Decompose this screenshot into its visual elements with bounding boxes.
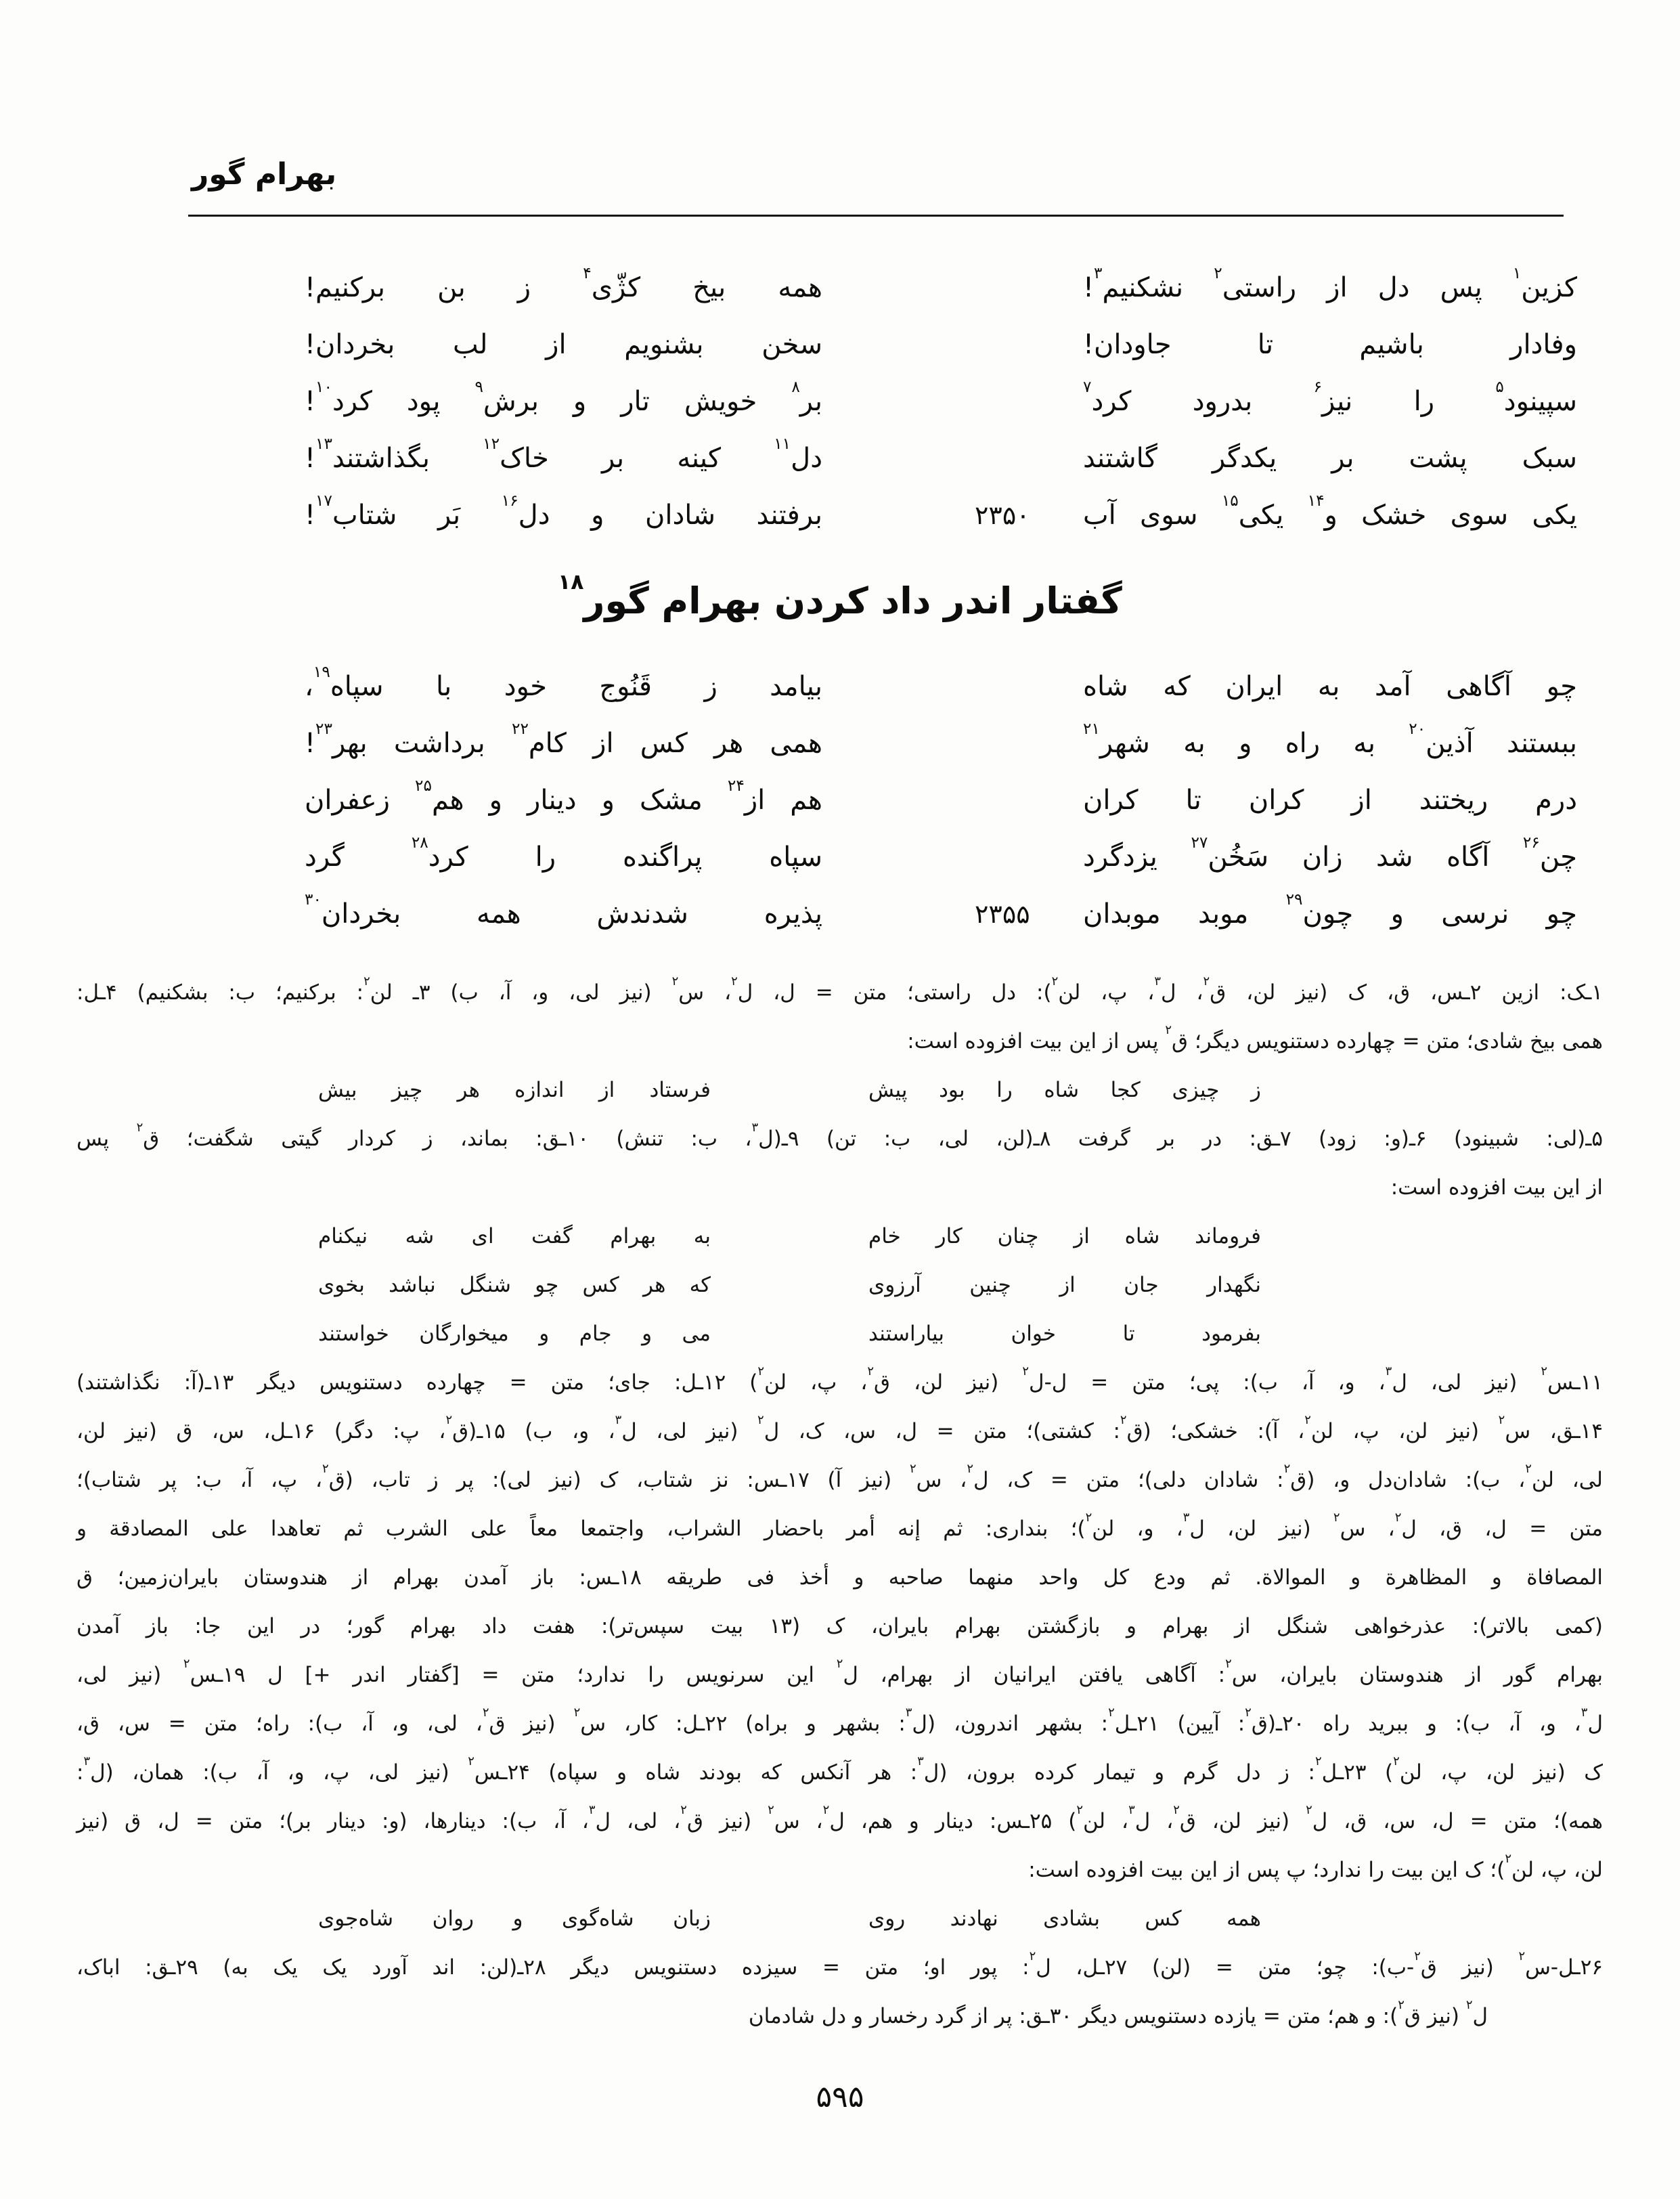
hemistich-right: ببستند آذین$^{۲۰}$ به راه و به شهر$^{۲۱}$ (1083, 719, 1577, 759)
hemistich-left: بیامد ز قَنُوج خود با سپاه$^{۱۹}$، (305, 662, 822, 702)
hemistich-right: وفادار باشیم تا جاودان! (1083, 329, 1577, 360)
verse-number: ۲۳۵۰ (975, 500, 1030, 530)
footnote-verse-row (76, 1066, 1603, 1114)
verse-row (0, 373, 1680, 430)
hemistich-right: بفرمود تا خوان بیاراستند (868, 1322, 1261, 1346)
poem-block-2 (0, 658, 1680, 942)
hemistich-left: همی هر کس از کام$^{۲۲}$ برداشت بهر$^{۲۳}$! (305, 719, 822, 759)
footnote-line: ۱۴ـق، س$^۲$ (نیز لن، پ، لن$^۲$، آ): خشکی؛ (ق$^۲$: کشتی)؛ متن = ل، س، ک، ل$^۲$ (نیز لی، ل$^۳$، و، ب) ۱۵ـ(ق$^۲$، پ: دگر) ۱۶ـل، س، ق (نیز لن، (76, 1412, 1603, 1443)
hemistich-left: پذیره شدندش همه بخردان$^{۳۰}$ (305, 890, 822, 930)
hemistich-right: سپینود$^۵$ را نیز$^۶$ بدرود کرد$^۷$ (1083, 377, 1577, 417)
footnote-verse-row (76, 1309, 1603, 1358)
hemistich-left: دل$^{۱۱}$ کینه بر خاک$^{۱۲}$ بگذاشتند$^{۱۳}$! (305, 434, 822, 474)
hemistich-left: که هر کس چو شنگل نباشد بخوی (318, 1273, 711, 1297)
hemistich-right: سبک پشت بر یکدگر گاشتند (1083, 443, 1577, 474)
verse-number: ۲۳۵۵ (975, 899, 1030, 929)
hemistich-right: چو نرسی و چون$^{۲۹}$ موبد موبدان (1083, 890, 1577, 930)
footnote-line: المصافاة و المظاهرة و الموالاة. ثم ودع کل واحد منهما صاحبه و أخذ فی طریقه ۱۸ـس: باز آمدن بهرام از هندوستان بایران‌زمین؛ ق (76, 1565, 1604, 1590)
hemistich-right: همه کس بشادی نهادند روی (868, 1907, 1261, 1931)
footnote-line: همه)؛ متن = ل، س، ق، ل$^۲$ (نیز لن، ق$^۲$، ل$^۳$، لن$^۲$) ۲۵ـس: دینار و هم، ل$^۲$، س$^۲$ (نیز ق$^۲$، لی، ل$^۳$، آ، ب): دینارها، (و: دینار بر)؛ متن = ل، ق (نیز (76, 1802, 1603, 1833)
hemistich-left: سخن بشنویم از لب بخردان! (305, 329, 822, 360)
verse-row (0, 658, 1680, 715)
hemistich-right: فروماند شاه از چنان کار خام (868, 1224, 1261, 1248)
section-heading: گفتار اندر داد کردن بهرام گور$^{۱۸}$ (558, 569, 1122, 622)
verse-row (0, 886, 1680, 942)
verse-row (0, 772, 1680, 829)
hemistich-left: سپاه پراگنده را کرد$^{۲۸}$ گرد (305, 833, 822, 873)
verse-row (0, 487, 1680, 544)
footnote-line: بهرام گور از هندوستان بایران، س$^۲$: آگاهی یافتن ایرانیان از بهرام، ل$^۲$ این سرنویس را ندارد؛ متن = [گفتار اندر +] ل ۱۹ـس$^۲$ (نیز لی، (76, 1656, 1603, 1687)
footnote-verse-row (76, 1212, 1603, 1261)
footnote-line: لن، پ، لن$^۲$)؛ ک این بیت را ندارد؛ پ پس از این بیت افزوده است: (1028, 1851, 1603, 1882)
hemistich-left: هم از$^{۲۴}$ مشک و دینار و هم$^{۲۵}$ زعفران (305, 776, 822, 816)
footnote-line: متن = ل، ق، ل$^۲$، س$^۲$ (نیز لن، ل$^۳$، و، لن$^۲$)؛ بنداری: ثم إنه أمر باحضار الشراب، واجتمعا معاً علی الشرب ثم تعاهدا علی المصادقة و (76, 1510, 1603, 1541)
verse-row (0, 316, 1680, 373)
verse-row (0, 715, 1680, 772)
hemistich-right: چو آگاهی آمد به ایران که شاه (1083, 671, 1577, 702)
verse-row (0, 430, 1680, 487)
hemistich-left: همه بیخ کژّی$^۴$ ز بن برکنیم! (305, 263, 822, 303)
footnote-line: ۵ـ(لی: شبینود) ۶ـ(و: زود) ۷ـق: در بر گرفت ۸ـ(لن، لی، ب: تن) ۹ـ(ل$^۳$، ب: تنش) ۱۰ـق: بماند، ز کردار گیتی شگفت؛ ق$^۲$ پس (76, 1120, 1603, 1151)
hemistich-left: بر$^۸$ خویش تار و برش$^۹$ پود کرد$^{۱۰}$! (305, 377, 822, 417)
running-head: بهرام گور (192, 157, 337, 192)
footnote-line: لی، لن$^۲$، ب): شادان‌دل و، (ق$^۲$: شادان دلی)؛ متن = ک، ل$^۲$، س$^۲$ (نیز آ) ۱۷ـس: نز شتاب، ک (نیز لی): پر ز تاب، (ق$^۲$، پ، آ، ب: پر شتاب)؛ (76, 1461, 1603, 1492)
footnote-line: همی بیخ شادی؛ متن = چهارده دستنویس دیگر؛ ق$^۲$ پس از این بیت افزوده است: (907, 1022, 1603, 1053)
hemistich-right: ز چیزی کجا شاه را بود پیش (868, 1078, 1261, 1102)
verse-row (0, 259, 1680, 316)
footnote-verse-row (76, 1894, 1603, 1943)
poem-block-1 (0, 259, 1680, 544)
hemistich-left: فرستاد از اندازه هر چیز بیش (318, 1078, 711, 1102)
hemistich-left: می و جام و میخوارگان خواستند (318, 1322, 711, 1346)
hemistich-left: به بهرام گفت ای شه نیکنام (318, 1224, 711, 1248)
footnotes-section (76, 968, 1603, 2041)
verse-row (0, 829, 1680, 886)
footnote-line: (کمی بالاتر): عذرخواهی شنگل از بهرام و بازگشتن بهرام بایران، ک (۱۳ بیت سپس‌تر): هفت داد بهرام گور؛ در این جا: باز آمدن (76, 1614, 1603, 1638)
footnote-line: ل$^۲$ (نیز ق$^۲$): و هم؛ متن = یازده دستنویس دیگر ۳۰ـق: پر از گرد رخسار و دل شادمان (748, 1997, 1488, 2028)
hemistich-right: کزین$^۱$ پس دل از راستی$^۲$ نشکنیم$^۳$! (1083, 263, 1577, 303)
footnote-verse-row (76, 1261, 1603, 1309)
footnote-line: ک (نیز لن، پ، لن$^۲$) ۲۳ـل$^۲$: ز دل گرم و تیمار کرده برون، (ل$^۳$: هر آنکس که بودند شاه و سپاه) ۲۴ـس$^۲$ (نیز لی، پ، و، آ، ب): همان، (ل$^۳$: (76, 1754, 1603, 1785)
footnote-line: ل$^۳$، و، آ، ب): و ببرید راه ۲۰ـ(ق$^۲$: آیین) ۲۱ـل$^۲$: بشهر اندرون، (ل$^۳$: بشهر و براه) ۲۲ـل: کار، س$^۲$ (نیز ق$^۲$، لی، و، آ، ب): راه؛ متن = س، ق، (76, 1705, 1603, 1736)
header-rule (188, 215, 1564, 217)
hemistich-left: برفتند شادان و دل$^{۱۶}$ بَر شتاب$^{۱۷}$! (305, 491, 822, 531)
hemistich-left: زبان شاه‌گوی و روان شاه‌جوی (318, 1907, 711, 1931)
hemistich-right: نگهدار جان از چنین آرزوی (868, 1273, 1261, 1297)
hemistich-right: یکی سوی خشک و$^{۱۴}$ یکی$^{۱۵}$ سوی آب (1083, 491, 1577, 531)
footnote-line: ۱ـک: ازین ۲ـس، ق، ک (نیز لن، ق$^۲$، ل$^۳$، پ، لن$^۲$): دل راستی؛ متن = ل، ل$^۲$، س$^۲$ (نیز لی، و، آ، ب) ۳ـ لن$^۲$: برکنیم؛ ب: بشکنیم) ۴ـل: (76, 974, 1604, 1005)
page-number: ۵۹۵ (816, 2080, 864, 2114)
hemistich-right: چن$^{۲۶}$ آگاه شد زان سَخُن$^{۲۷}$ یزدگرد (1083, 833, 1577, 873)
footnote-line: ۱۱ـس$^۲$ (نیز لی، ل$^۳$، و، آ، ب): پی؛ متن = ل-ل$^۲$ (نیز لن، ق$^۲$، پ، لن$^۲$) ۱۲ـل: جای؛ متن = چهارده دستنویس دیگر ۱۳ـ(آ: نگذاشتند) (76, 1364, 1603, 1395)
footnote-line: ۲۶ـل-س$^۲$ (نیز ق$^۲$-ب): چو؛ متن = (لن) ۲۷ـل، ل$^۲$: پور او؛ متن = سیزده دستنویس دیگر ۲۸ـ(لن: اند آورد یک یک به) ۲۹ـق: اباک، (76, 1948, 1603, 1980)
footnote-line: از این بیت افزوده است: (1390, 1175, 1603, 1200)
hemistich-right: درم ریختند از کران تا کران (1083, 785, 1577, 816)
